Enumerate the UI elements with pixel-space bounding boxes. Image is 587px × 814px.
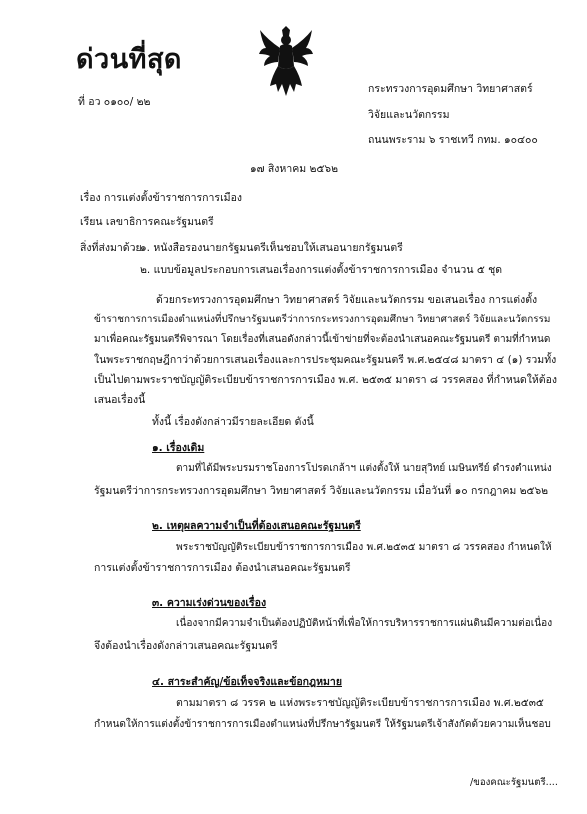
section-text-line: พระราชบัญญัติระเบียบข้าราชการการเมือง พ.ศ.๒๕๓๕ มาตรา ๘ วรรคสอง กำหนดให้ <box>176 541 552 553</box>
document-date: ๑๗ สิงหาคม ๒๕๖๒ <box>250 163 338 175</box>
section-heading: ๓. ความเร่งด่วนของเรื่อง <box>152 597 267 609</box>
intro-paragraph-line: ข้าราชการการเมืองตำแหน่งที่ปรึกษารัฐมนตรีว่าการกระทรวงการอุดมศึกษา วิทยาศาสตร์ วิจัยและนวัตกรรม <box>94 314 551 325</box>
enclosure-item: ๑. หนังสือรองนายกรัฐมนตรีเห็นชอบให้เสนอนายกรัฐมนตรี <box>140 242 403 254</box>
garuda-emblem-icon <box>258 26 314 98</box>
intro-paragraph-line: เสนอเรื่องนี้ <box>94 394 146 406</box>
section-heading: ๑. เรื่องเดิม <box>152 442 205 454</box>
intro-paragraph-line: เป็นไปตามพระราชบัญญัติระเบียบข้าราชการการเมือง พ.ศ. ๒๕๓๕ มาตรา ๘ วรรคสอง ที่กำหนดให้ต้อง <box>94 374 558 386</box>
section-heading: ๔. สาระสำคัญ/ข้อเท็จจริงและข้อกฎหมาย <box>152 676 342 688</box>
subject-line: เรื่อง การแต่งตั้งข้าราชการการเมือง <box>80 192 243 204</box>
org-name-line1: กระทรวงการอุดมศึกษา วิทยาศาสตร์ <box>368 83 533 95</box>
section-text-line: ตามที่ได้มีพระบรมราชโองการโปรดเกล้าฯ แต่งตั้งให้ นายสุวิทย์ เมษินทรีย์ ดำรงตำแหน่ง <box>176 463 552 474</box>
enclosure-item: ๒. แบบข้อมูลประกอบการเสนอเรื่องการแต่งตั้งข้าราชการการเมือง จำนวน ๕ ชุด <box>140 264 503 276</box>
section-heading: ๒. เหตุผลความจำเป็นที่ต้องเสนอคณะรัฐมนตรี <box>152 520 361 532</box>
intro-paragraph-line: มาเพื่อคณะรัฐมนตรีพิจารณา โดยเรื่องที่เสนอดังกล่าวนี้เข้าข่ายที่จะต้องนำเสนอคณะรัฐมนตรี ตามที่กำหนด <box>94 334 551 345</box>
section-text-line: กำหนดให้การแต่งตั้งข้าราชการการเมืองตำแหน่งที่ปรึกษารัฐมนตรี ให้รัฐมนตรีเจ้าสังกัดด้วยความเห็นชอบ <box>94 719 551 730</box>
intro-paragraph-line: ในพระราชกฤษฎีกาว่าด้วยการเสนอเรื่องและการประชุมคณะรัฐมนตรี พ.ศ.๒๕๔๘ มาตรา ๔ (๑) รวมทั้ง <box>94 354 557 366</box>
enclosures-label: สิ่งที่ส่งมาด้วย <box>80 242 142 254</box>
section-text-line: รัฐมนตรีว่าการกระทรวงการอุดมศึกษา วิทยาศาสตร์ วิจัยและนวัตกรรม เมื่อวันที่ ๑๐ กรกฎาคม ๒๕๖๒ <box>94 485 549 497</box>
intro-paragraph-line: ด้วยกระทรวงการอุดมศึกษา วิทยาศาสตร์ วิจัยและนวัตกรรม ขอเสนอเรื่อง การแต่งตั้ง <box>156 294 538 306</box>
section-text-line: จึงต้องนำเรื่องดังกล่าวเสนอคณะรัฐมนตรี <box>94 640 278 652</box>
continuation-note: /ของคณะรัฐมนตรี.... <box>470 777 558 788</box>
detail-intro: ทั้งนี้ เรื่องดังกล่าวมีรายละเอียด ดังนี้ <box>152 416 314 428</box>
section-text-line: การแต่งตั้งข้าราชการการเมือง ต้องนำเสนอคณะรัฐมนตรี <box>94 562 351 574</box>
section-text-line: ตามมาตรา ๘ วรรค ๒ แห่งพระราชบัญญัติระเบียบข้าราชการการเมือง พ.ศ.๒๕๓๕ <box>176 697 544 709</box>
org-name-line2: วิจัยและนวัตกรรม <box>368 109 450 121</box>
urgency-stamp: ด่วนที่สุด <box>76 44 182 75</box>
recipient-line: เรียน เลขาธิการคณะรัฐมนตรี <box>80 216 214 228</box>
reference-number: ที่ อว ๐๑๐๐/ ๒๒ <box>78 96 151 108</box>
org-address: ถนนพระราม ๖ ราชเทวี กทม. ๑๐๔๐๐ <box>368 134 538 146</box>
section-text-line: เนื่องจากมีความจำเป็นต้องปฏิบัติหน้าที่เพื่อให้การบริหารราชการแผ่นดินมีความต่อเนื่อง <box>176 618 553 629</box>
